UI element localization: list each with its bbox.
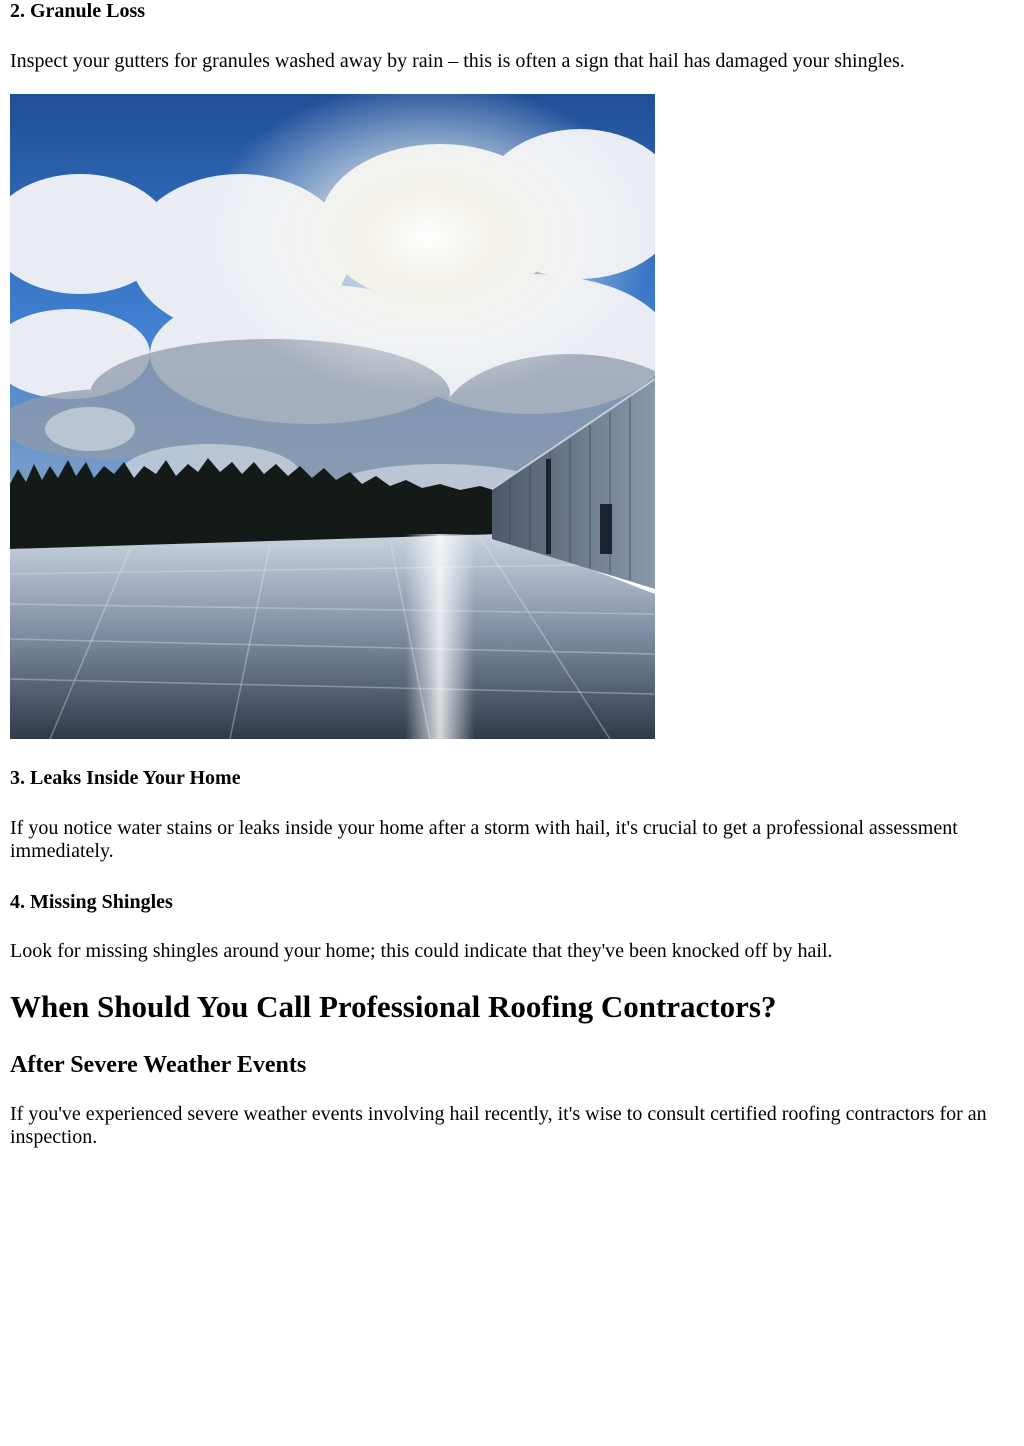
heading-missing-shingles: 4. Missing Shingles [10,891,173,913]
paragraph-leaks: If you notice water stains or leaks inside your home after a storm with hail, it's crucial to get a professional assessment immediately. [10,817,958,862]
subheading-severe-weather: After Severe Weather Events [10,1052,307,1078]
paragraph-missing-shingles: Look for missing shingles around your home; this could indicate that they've been knocked off by hail. [10,940,833,962]
heading-when-to-call: When Should You Call Professional Roofing Contractors? [10,989,777,1024]
paragraph-severe-weather: If you've experienced severe weather events involving hail recently, it's wise to consult certified roofing contractors for an inspection. [10,1103,987,1148]
heading-granule-loss: 2. Granule Loss [10,0,146,22]
roof-photo [10,94,655,739]
heading-leaks: 3. Leaks Inside Your Home [10,767,241,789]
paragraph-granule-loss: Inspect your gutters for granules washed away by rain – this is often a sign that hail has damaged your shingles. [10,50,905,72]
